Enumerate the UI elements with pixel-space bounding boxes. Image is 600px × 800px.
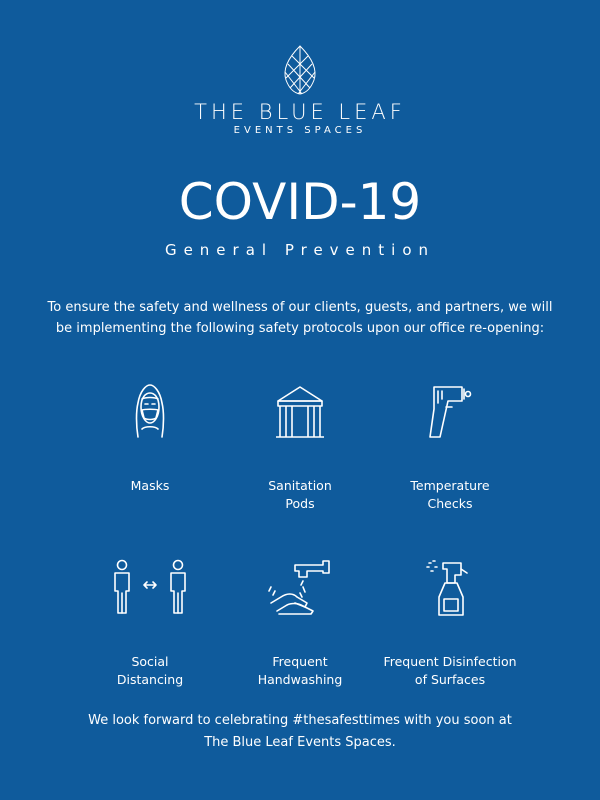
page-title: COVID-19 — [178, 173, 422, 231]
protocol-label: of Surfaces — [414, 672, 486, 687]
thermometer-gun-icon — [426, 381, 474, 441]
protocol-row — [0, 375, 600, 513]
protocol-label: Temperature — [410, 478, 490, 493]
brand-logo — [0, 44, 600, 138]
social-distancing-icon — [112, 559, 188, 615]
handwashing-icon — [267, 559, 333, 615]
protocol-sanitation-pods — [225, 375, 375, 513]
protocol-masks — [75, 375, 225, 513]
page-subtitle: General Prevention — [164, 241, 436, 259]
protocol-label: Frequent — [272, 654, 328, 669]
protocol-frequent-disinfection — [375, 551, 525, 689]
protocol-label: Pods — [285, 496, 315, 511]
outro-line: The Blue Leaf Events Spaces. — [204, 735, 396, 750]
protocol-temperature-checks — [375, 375, 525, 513]
intro-line: To ensure the safety and wellness of our clients, guests, and partners, we will — [47, 300, 553, 315]
tent-pod-icon — [272, 383, 328, 439]
face-mask-icon — [130, 381, 170, 441]
protocol-label: Checks — [427, 496, 473, 511]
protocol-label: Sanitation — [268, 478, 332, 493]
outro-line: We look forward to celebrating #thesafesttimes with you soon at — [88, 713, 512, 728]
spray-bottle-icon — [425, 557, 475, 617]
brand-subtitle: EVENTS SPACES — [233, 125, 367, 136]
protocol-row — [0, 551, 600, 689]
protocol-social-distancing — [75, 551, 225, 689]
protocol-frequent-handwashing — [225, 551, 375, 689]
leaf-logo-icon — [280, 44, 320, 96]
outro-text — [30, 710, 570, 754]
brand-name: THE BLUE LEAF — [194, 100, 406, 124]
protocol-grid — [0, 375, 600, 689]
protocol-label: Distancing — [116, 672, 184, 687]
protocol-label: Masks — [130, 478, 170, 493]
protocol-label: Frequent Disinfection — [383, 654, 517, 669]
intro-line: be implementing the following safety protocols upon our office re-opening: — [55, 321, 545, 336]
protocol-label: Handwashing — [257, 672, 343, 687]
intro-text — [20, 297, 580, 339]
protocol-label: Social — [131, 654, 169, 669]
